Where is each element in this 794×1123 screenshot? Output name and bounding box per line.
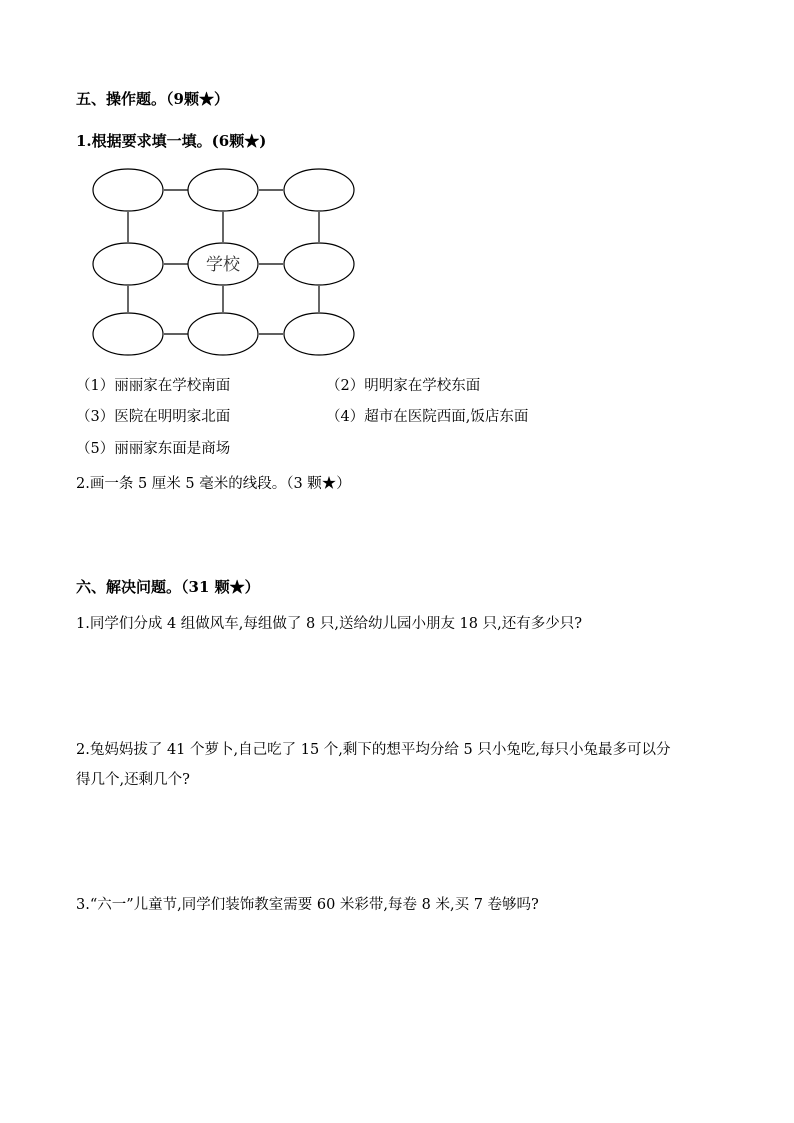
requirement-item-4: （4）超市在医院西面,饭店东面 — [326, 409, 529, 425]
blank-ellipse-nw — [93, 169, 163, 211]
problem-2-line-1: 2.兔妈妈拔了 41 个萝卜,自己吃了 15 个,剩下的想平均分给 5 只小兔吃,每只小兔最多可以分 — [76, 742, 671, 758]
requirement-item-1: （1）丽丽家在学校南面 — [76, 378, 231, 394]
blank-ellipse-se — [284, 313, 354, 355]
blank-ellipse-sw — [93, 313, 163, 355]
map-grid-diagram — [88, 164, 360, 360]
question-1-title: 1.根据要求填一填。(6颗★) — [76, 132, 267, 150]
requirement-item-3: （3）医院在明明家北面 — [76, 409, 231, 425]
blank-ellipse-s — [188, 313, 258, 355]
requirement-item-2: （2）明明家在学校东面 — [326, 378, 481, 394]
problem-3-text: 3.“六一”儿童节,同学们装饰教室需要 60 米彩带,每卷 8 米,买 7 卷够吗? — [76, 897, 539, 913]
requirement-item-5: （5）丽丽家东面是商场 — [76, 441, 231, 457]
blank-ellipse-e — [284, 243, 354, 285]
question-2-text: 2.画一条 5 厘米 5 毫米的线段。（3 颗★） — [76, 476, 351, 492]
section-6-heading: 六、解决问题。（31 颗★） — [76, 578, 260, 596]
problem-2-line-2: 得几个,还剩几个? — [76, 772, 190, 788]
problem-1-text: 1.同学们分成 4 组做风车,每组做了 8 只,送给幼儿园小朋友 18 只,还有多少只? — [76, 616, 582, 632]
blank-ellipse-w — [93, 243, 163, 285]
school-label: 学校 — [206, 255, 240, 275]
blank-ellipse-ne — [284, 169, 354, 211]
blank-ellipse-n — [188, 169, 258, 211]
section-5-heading: 五、操作题。（9颗★） — [76, 90, 229, 108]
